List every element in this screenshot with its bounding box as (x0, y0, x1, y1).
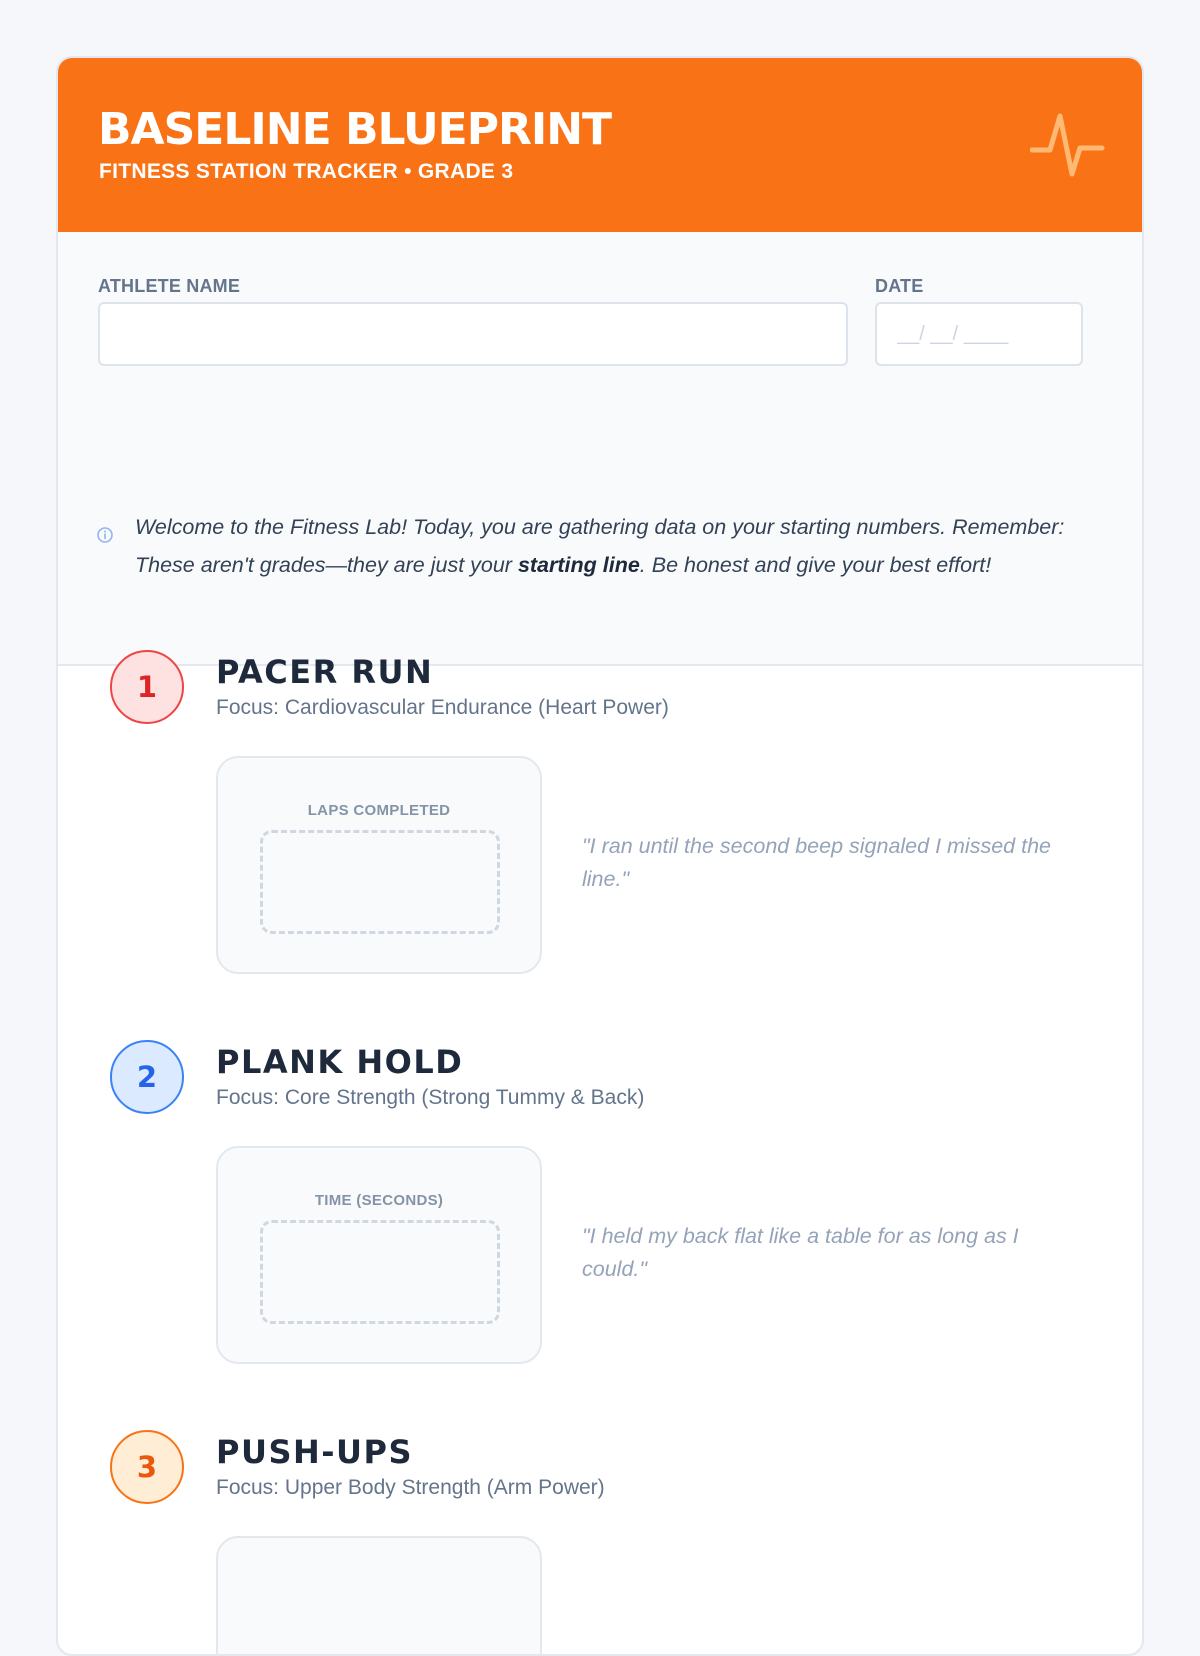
intro-section (58, 468, 1144, 666)
date-input[interactable] (875, 302, 1083, 366)
station-push-ups (58, 1430, 1144, 1656)
intro-emphasis: starting line (517, 553, 640, 577)
metric-label: LAPS COMPLETED (307, 802, 451, 819)
pulse-icon (1030, 110, 1106, 182)
station-title: PACER RUN (216, 653, 434, 691)
info-icon (96, 526, 114, 544)
page-title: BASELINE BLUEPRINT (98, 104, 612, 155)
station-number-badge: 1 (110, 650, 184, 724)
athlete-name-label: ATHLETE NAME (98, 276, 241, 296)
tracker-card (56, 56, 1144, 1656)
station-quote: "I held my back flat like a table for as long as I could." (582, 1224, 1019, 1281)
station-plank-hold (58, 1040, 1144, 1400)
station-quote: "I ran until the second beep signaled I missed the line." (582, 834, 1051, 891)
athlete-name-input[interactable] (98, 302, 848, 366)
metric-card (216, 756, 542, 974)
metric-card (216, 1146, 542, 1364)
station-number-badge: 3 (110, 1430, 184, 1504)
intro-text: Welcome to the Fitness Lab! Today, you are gathering data on your starting numbers. Remember: These aren't grades—they are just your starting line. Be honest and give your best effort! (135, 515, 1065, 577)
metric-card (216, 1536, 542, 1656)
station-number-badge: 2 (110, 1040, 184, 1114)
athlete-info-section (58, 232, 1144, 469)
metric-label: TIME (SECONDS) (314, 1192, 444, 1209)
station-title: PLANK HOLD (216, 1043, 464, 1081)
page-subtitle: FITNESS STATION TRACKER • GRADE 3 (99, 160, 514, 183)
station-title: PUSH-UPS (216, 1433, 414, 1471)
station-focus: Focus: Cardiovascular Endurance (Heart Power) (216, 696, 669, 719)
plank-seconds-input[interactable] (260, 1220, 500, 1324)
station-focus: Focus: Upper Body Strength (Arm Power) (216, 1476, 605, 1499)
laps-completed-input[interactable] (260, 830, 500, 934)
date-label: DATE (875, 276, 924, 296)
station-pacer-run (58, 650, 1144, 1010)
station-focus: Focus: Core Strength (Strong Tummy & Back) (216, 1086, 645, 1109)
header-banner (58, 58, 1144, 232)
